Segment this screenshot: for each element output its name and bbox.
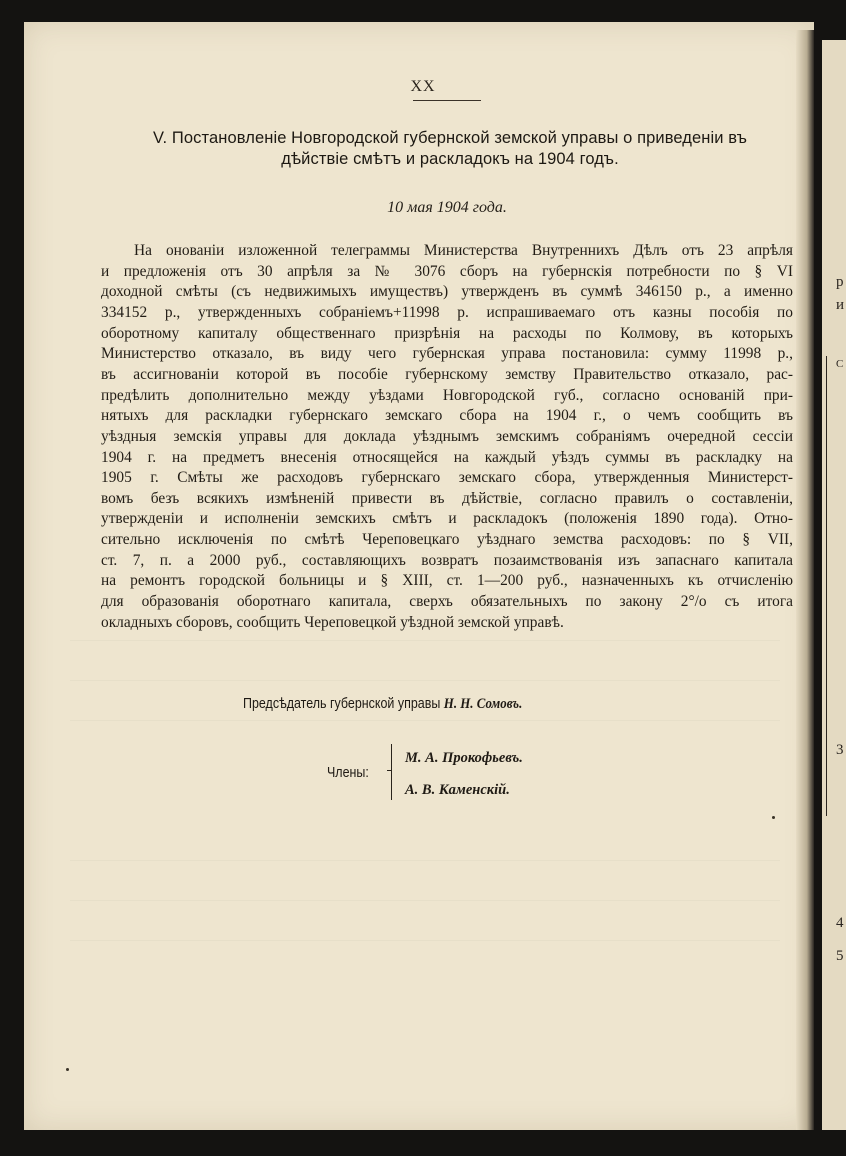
body-line: окладныхъ сборовъ, сообщить Череповецкой уѣздной земской управѣ. [101,614,564,631]
body-line: предѣлить дополнительно между уѣздами Новгородской губ., согласно основаній при- [101,387,793,404]
chairman-role: Предсѣдатель губернской управы [243,696,441,712]
document-title [100,128,800,170]
chairman-name: Н. Н. Сомовъ. [443,696,523,712]
body-line: вомъ безъ всякихъ измѣненій привести въ дѣйствіе, согласно правилъ о составленіи, [101,490,793,507]
paper-speck [772,816,775,819]
member-name: А. В. Каменскій. [405,782,510,798]
body-line: 1905 г. Смѣты же расходовъ губернскаго земскаго сбора, утвержденныя Министерст- [101,469,793,486]
member-name: М. А. Прокофьевъ. [405,750,523,766]
chairman-signature [243,696,522,713]
body-line: и предложенія отъ 30 апрѣля за № 3076 сборъ на губернскія потребности по § VI [101,263,793,280]
body-line: ст. 7, п. а 2000 руб., составляющихъ возвратъ позаимствованія изъ запаснаго капитала [101,552,793,569]
bleed-through-line [70,940,780,941]
adjacent-page-fragment: 5 [836,948,844,964]
body-line: на ремонтъ городской больницы и § XIII, ст. 1—200 руб., назначенныхъ къ отчисленію [101,572,793,589]
page-number: XX [410,78,436,95]
members-brace-tick [387,770,391,771]
bleed-through-line [70,640,780,641]
adjacent-page-fragment: 4 [836,915,844,931]
body-line: доходной смѣты (съ недвижимыхъ имуществъ) утвержденъ въ суммѣ 346150 р., а именно [101,283,793,300]
body-line: Министерство отказало, въ виду чего губернская управа постановила: сумму 11998 р., [101,345,793,362]
adjacent-page-fragment: р [836,274,844,290]
members-label: Члены: [327,765,369,781]
body-line: На онованіи изложенной телеграммы Министерства Внутреннихъ Дѣлъ отъ 23 апрѣля [134,242,793,259]
bleed-through-line [70,900,780,901]
bleed-through-line [70,680,780,681]
adjacent-page-rule [826,356,827,816]
bleed-through-line [70,860,780,861]
body-line: оборотному капиталу общественнаго призрѣнія на расходы по Колмову, въ которыхъ [101,325,793,342]
paper-speck [66,1068,69,1071]
document-date: 10 мая 1904 года. [387,199,507,216]
adjacent-page-fragment: и [836,297,845,313]
body-line: сительно исключенія по смѣтѣ Череповецкаго уѣзднаго земства расходовъ: по § VII, [101,531,793,548]
body-line: уѣздныя земскія управы для доклада уѣзднымъ земскимъ собраніямъ очередной сессіи [101,428,793,445]
title-line-2: дѣйствіе смѣтъ и раскладокъ на 1904 годъ. [281,150,619,168]
body-line: нятыхъ для раскладки губернскаго земскаго сбора на 1904 г., о чемъ сообщить въ [101,407,793,424]
page-number-rule [413,100,481,101]
adjacent-page-fragment: С [836,358,844,370]
title-line-1: V. Постановленіе Новгородской губернской земской управы о приведеніи въ [152,129,748,147]
body-line: 334152 р., утвержденныхъ собраніемъ+11998 р. испрашиваемаго отъ казны пособія по [101,304,793,321]
body-line: 1904 г. на предметъ внесенія относящейся на каждый уѣздъ суммы въ раскладку на [101,449,793,466]
body-line: утвержденіи и исполненіи земскихъ смѣтъ и раскладокъ (положенія 1890 года). Отно- [101,510,793,527]
adjacent-page-fragment: 3 [836,742,844,758]
body-line: въ ассигнованіи которой въ пособіе губернскому земству Правительство отказало, рас- [101,366,793,383]
members-brace [391,744,392,800]
page-gutter [796,30,814,1130]
body-line: для образованія оборотнаго капитала, сверхъ обязательныхъ по закону 2°/о съ итога [101,593,793,610]
bleed-through-line [70,720,780,721]
